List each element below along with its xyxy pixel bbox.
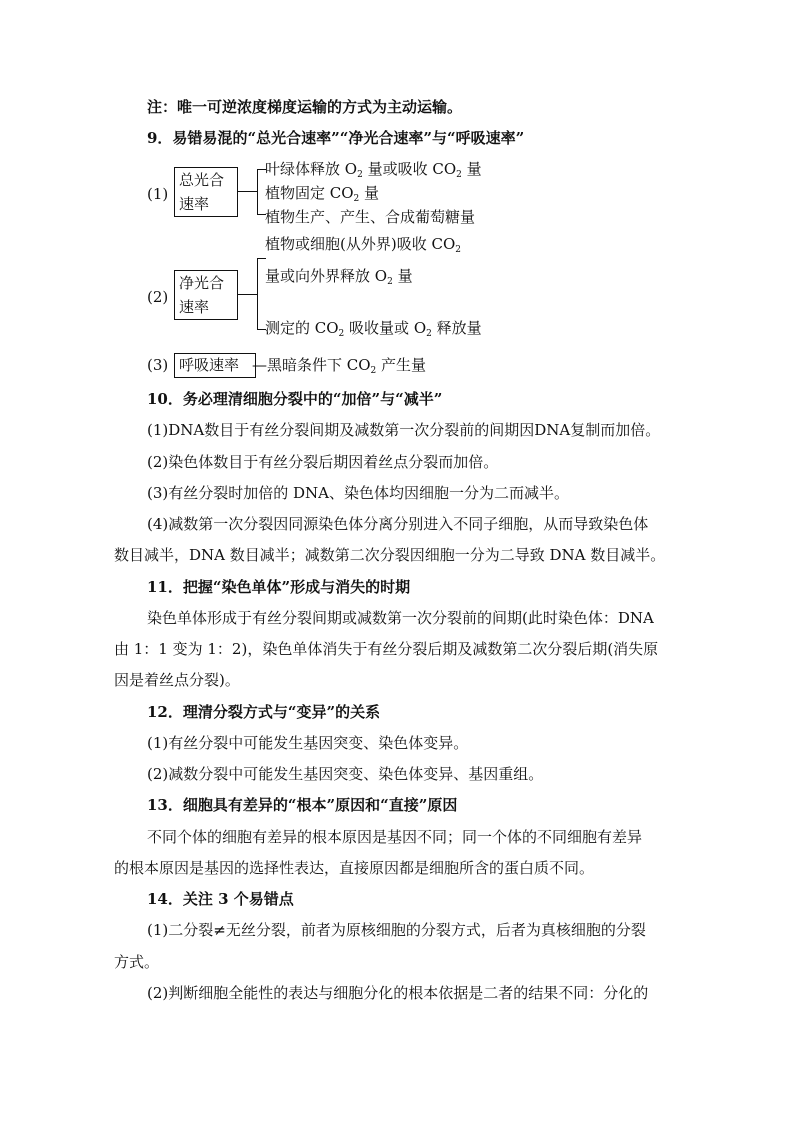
diagram-1-label-line1: 总光合	[179, 171, 225, 189]
diagram-2-label-box	[174, 270, 238, 320]
diagram-1-item-1: 叶绿体释放 $O_2$ 量或吸收 $CO_2$ 量	[265, 160, 482, 180]
diagram-1-number: (1)	[147, 185, 169, 203]
para-11-line2: 由 1：1 变为 1：2)，染色单体消失于有丝分裂后期及减数第二次分裂后期(消失原	[114, 640, 659, 658]
para-14-1-line1: (1)二分裂≠无丝分裂，前者为原核细胞的分裂方式，后者为真核细胞的分裂	[147, 921, 646, 939]
para-11-line1: 染色单体形成于有丝分裂间期或减数第一次分裂前的间期(此时染色体：DNA	[147, 609, 654, 627]
para-10-4-line1: (4)减数第一次分裂因同源染色体分离分别进入不同子细胞，从而导致染色体	[147, 515, 649, 533]
para-10-2: (2)染色体数目于有丝分裂后期因着丝点分裂而加倍。	[147, 453, 499, 471]
diagram-1-item-3: 植物生产、产生、合成葡萄糖量	[265, 208, 476, 226]
heading-13: 13．细胞具有差异的“根本”原因和“直接”原因	[147, 796, 458, 814]
diagram-1-label-line2: 速率	[179, 195, 210, 213]
para-13-line2: 的根本原因是基因的选择性表达，直接原因都是细胞所含的蛋白质不同。	[114, 859, 595, 877]
diagram-2-connector	[237, 294, 257, 295]
diagram-2-item-1-line1: 植物或细胞(从外界)吸收 $CO_2$	[265, 235, 461, 255]
note-text: 注：唯一可逆浓度梯度运输的方式为主动运输。	[147, 98, 463, 116]
heading-14: 14．关注 3 个易错点	[147, 890, 294, 908]
para-14-1-line2: 方式。	[114, 953, 160, 971]
diagram-3-label-box: 呼吸速率	[174, 353, 256, 378]
para-12-2: (2)减数分裂中可能发生基因突变、染色体变异、基因重组。	[147, 765, 544, 783]
para-10-3: (3)有丝分裂时加倍的 DNA、染色体均因细胞一分为二而减半。	[147, 484, 570, 502]
heading-12: 12．理清分裂方式与“变异”的关系	[147, 703, 381, 721]
diagram-1-label-box	[174, 167, 238, 217]
heading-10: 10．务必理清细胞分裂中的“加倍”与“减半”	[147, 390, 443, 408]
para-14-2: (2)判断细胞全能性的表达与细胞分化的根本依据是二者的结果不同：分化的	[147, 984, 649, 1002]
heading-11: 11．把握“染色单体”形成与消失的时期	[147, 578, 411, 596]
diagram-2-item-2: 测定的 $CO_2$ 吸收量或 $O_2$ 释放量	[265, 319, 482, 339]
diagram-1-connector	[237, 191, 257, 192]
diagram-2-item-1-line2: 量或向外界释放 $O_2$ 量	[265, 267, 413, 287]
diagram-2-number: (2)	[147, 288, 169, 306]
para-13-line1: 不同个体的细胞有差异的根本原因是基因不同；同一个体的不同细胞有差异	[147, 828, 643, 846]
diagram-2-label-line2: 速率	[179, 298, 210, 316]
diagram-1-item-2: 植物固定 $CO_2$ 量	[265, 184, 380, 204]
para-10-4-line2: 数目减半，DNA 数目减半；减数第二次分裂因细胞一分为二导致 DNA 数目减半。	[114, 546, 666, 564]
para-10-1: (1)DNA数目于有丝分裂间期及减数第一次分裂前的间期因DNA复制而加倍。	[147, 421, 661, 439]
heading-9: 9．易错易混的“总光合速率”“净光合速率”与“呼吸速率”	[147, 129, 525, 147]
diagram-2-label-line1: 净光合	[179, 274, 225, 292]
para-12-1: (1)有丝分裂中可能发生基因突变、染色体变异。	[147, 734, 469, 752]
diagram-3-number: (3)	[147, 356, 169, 374]
diagram-3-item: —黑暗条件下 $CO_2$ 产生量	[252, 356, 427, 376]
para-11-line3: 因是着丝点分裂)。	[114, 671, 240, 689]
